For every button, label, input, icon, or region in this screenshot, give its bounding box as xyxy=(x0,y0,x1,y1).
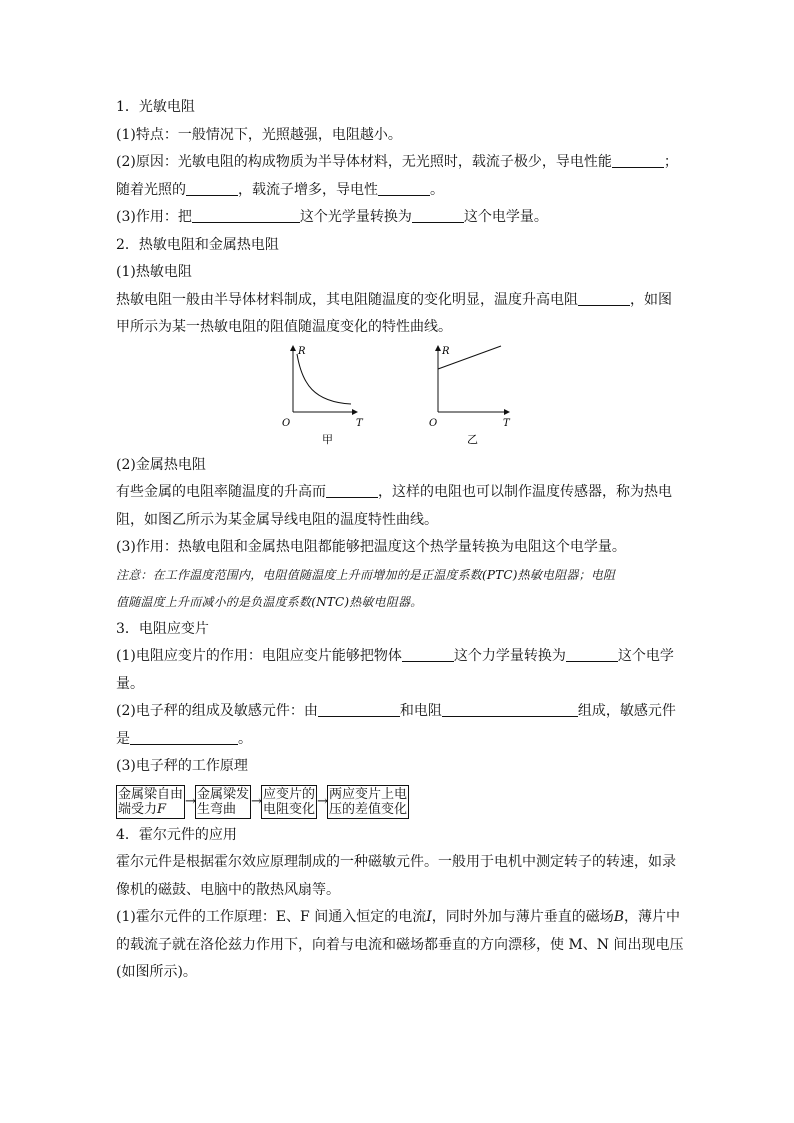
fill-blank[interactable] xyxy=(318,702,400,717)
s4-para1-line1: 霍尔元件是根据霍尔效应原理制成的一种磁敏元件。一般用于电机中测定转子的转速，如录 xyxy=(116,854,676,870)
rt-curves-diagram xyxy=(116,342,679,452)
flow-arrow: → xyxy=(185,794,196,809)
scale-principle-flowchart xyxy=(116,784,679,820)
fill-blank[interactable] xyxy=(378,181,430,196)
fill-blank[interactable] xyxy=(130,730,238,745)
s2-function: (3)作用：热敏电阻和金属热电阻都能够把温度这个热学量转换为电阻这个电学量。 xyxy=(116,539,626,555)
axis-x-label: T xyxy=(356,417,363,429)
s4-principle-line3: (如图所示)。 xyxy=(116,964,197,980)
s2-note-line2: 值随温度上升而减小的是负温度系数(NTC)热敏电阻器。 xyxy=(116,594,423,609)
figure-yi xyxy=(429,346,511,446)
section-4-title: 4．霍尔元件的应用 xyxy=(116,826,237,843)
fill-blank[interactable] xyxy=(402,647,454,662)
caption-yi: 乙 xyxy=(467,432,478,446)
s3-strain-line1: (1)电阻应变片的作用：电阻应变片能够把物体 这个力学量转换为 这个电学 xyxy=(116,648,674,664)
fill-blank[interactable] xyxy=(578,291,630,306)
flow-arrow: → xyxy=(317,794,328,809)
ntc-curve xyxy=(297,354,351,404)
s2-para3-line1: 有些金属的电阻率随温度的升高而 ，这样的电阻也可以制作温度传感器，称为热电 xyxy=(116,484,672,500)
s4-principle-line2: 的载流子就在洛伦兹力作用下，向着与电流和磁场都垂直的方向漂移，使 M、N 间出现电压 xyxy=(116,936,684,953)
s1-reason-line2: 随着光照的 ，载流子增多，导电性 。 xyxy=(116,181,444,198)
s2-para1-line2: 甲所示为某一热敏电阻的阻值随温度变化的特性曲线。 xyxy=(116,319,452,335)
axis-y-label: R xyxy=(442,345,450,357)
s2-note-line1: 注意：在工作温度范围内，电阻值随温度上升而增加的是正温度系数(PTC)热敏电阻器；电阻 xyxy=(116,567,616,582)
fill-blank[interactable] xyxy=(326,483,378,498)
figure-jia xyxy=(282,346,364,446)
s1-reason-line1: (2)原因：光敏电阻的构成物质为半导体材料，无光照时，载流子极少，导电性能 ； xyxy=(116,154,678,170)
s2-para1-line1: 热敏电阻一般由半导体材料制成，其电阻随温度的变化明显，温度升高电阻 ，如图 xyxy=(116,291,672,308)
origin-label: O xyxy=(282,417,291,429)
s2-para3-line2: 阻，如图乙所示为某金属导线电阻的温度特性曲线。 xyxy=(116,511,438,528)
section-3-title: 3．电阻应变片 xyxy=(116,620,209,637)
flow-step-1: 金属梁自由 端受力F xyxy=(118,786,184,817)
section-2-title: 2．热敏电阻和金属热电阻 xyxy=(116,236,279,253)
flow-step-3: 应变片的 电阻变化 xyxy=(263,786,316,817)
s2-sub1: (1)热敏电阻 xyxy=(116,264,192,280)
flow-arrow: → xyxy=(251,794,262,809)
flow-step-2: 金属梁发 生弯曲 xyxy=(197,786,250,817)
section-1-title: 1．光敏电阻 xyxy=(116,99,195,115)
fill-blank[interactable] xyxy=(442,702,578,717)
s4-principle-line1: (1)霍尔元件的工作原理：E、F 间通入恒定的电流I，同时外加与薄片垂直的磁场B，薄片中 xyxy=(116,909,681,925)
fill-blank[interactable] xyxy=(192,208,300,223)
axis-y-label: R xyxy=(298,345,306,357)
document-page xyxy=(116,94,684,987)
resistance-temperature-figures xyxy=(116,342,679,452)
s3-principle-title: (3)电子秤的工作原理 xyxy=(116,758,248,774)
s1-feature: (1)特点：一般情况下，光照越强，电阻越小。 xyxy=(116,126,402,143)
caption-jia: 甲 xyxy=(322,432,333,446)
fill-blank[interactable] xyxy=(612,153,664,168)
flow-step-4: 两应变片上电 压的差值变化 xyxy=(329,786,408,817)
fill-blank[interactable] xyxy=(566,647,618,662)
s3-strain-line2: 量。 xyxy=(116,675,144,692)
s1-function: (3)作用：把 这个光学量转换为 这个电学量。 xyxy=(116,209,548,225)
fill-blank[interactable] xyxy=(186,181,238,196)
origin-label: O xyxy=(429,417,438,429)
s4-para1-line2: 像机的磁鼓、电脑中的散热风扇等。 xyxy=(116,881,340,898)
s2-sub2: (2)金属热电阻 xyxy=(116,456,206,473)
fill-blank[interactable] xyxy=(412,208,464,223)
s3-sensitive-element: 是 。 xyxy=(116,730,252,747)
axis-x-label: T xyxy=(503,417,510,429)
s3-scale-composition: (2)电子秤的组成及敏感元件：由 和电阻 组成，敏感元件 xyxy=(116,703,676,719)
